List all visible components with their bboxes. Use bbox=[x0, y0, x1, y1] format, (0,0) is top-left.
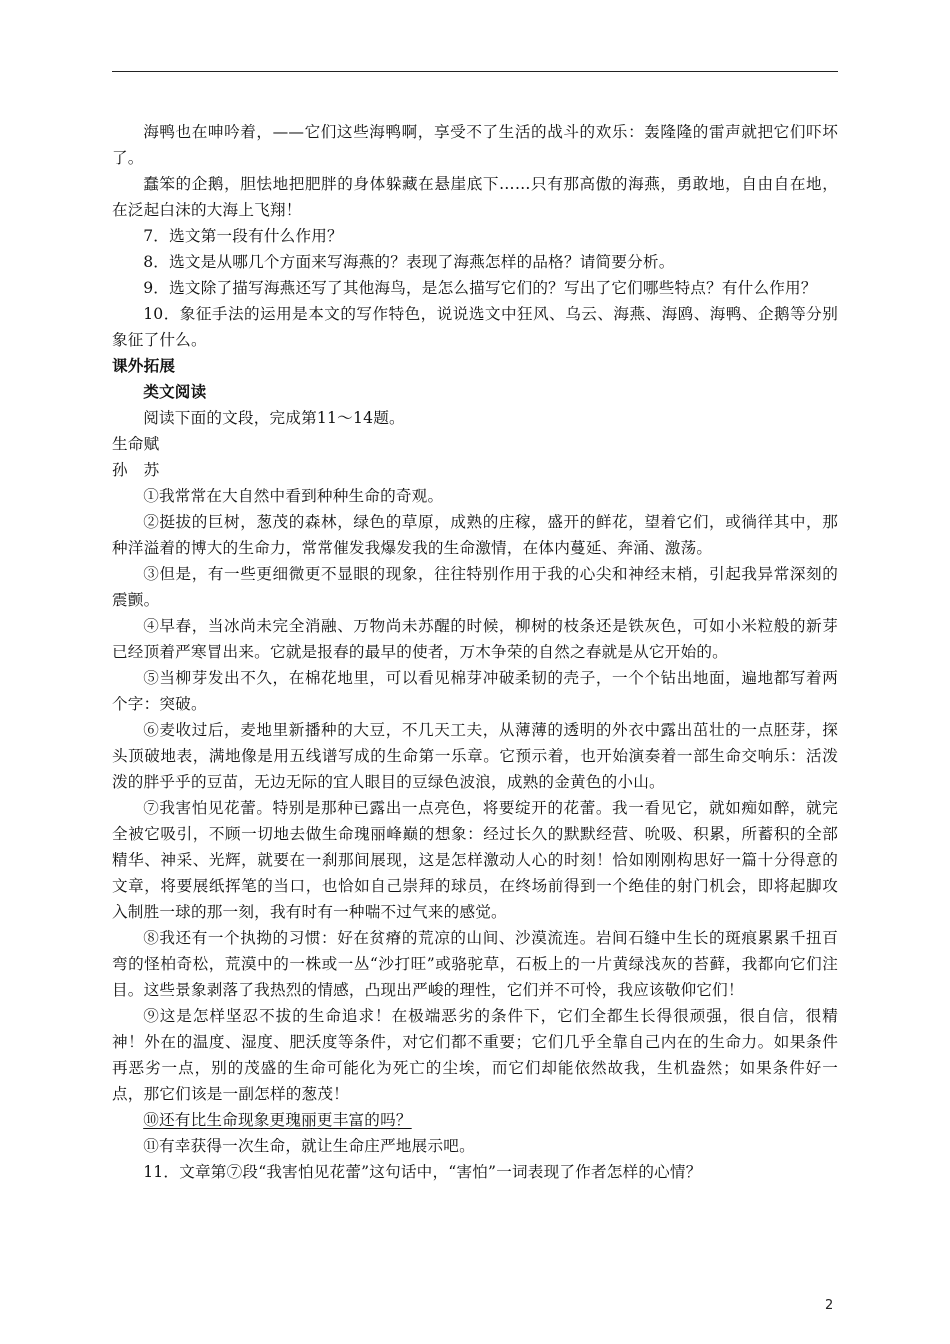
question-9: 9．选文除了描写海燕还写了其他海鸟，是怎么描写它们的？写出了它们哪些特点？有什么作用？ bbox=[143, 279, 817, 297]
essay-paragraph-1: ①我常常在大自然中看到种种生命的奇观。 bbox=[143, 487, 444, 505]
paragraph-seaducks: 海鸭也在呻吟着，——它们这些海鸭啊，享受不了生活的战斗的欢乐：轰隆隆的雷声就把它们吓坏了。 bbox=[112, 123, 838, 167]
essay-paragraph-7: ⑦我害怕见花蕾。特别是那种已露出一点亮色，将要绽开的花蕾。我一看见它，就如痴如醉，就完全被它吸引，不顾一切地去做生命瑰丽峰巅的想象：经过长久的默默经营、吮吸、积累，所蓄积的全部精华、神采、光辉，就要在一刹那间展现，这是怎样激动人心的时刻！恰如刚刚构思好一篇十分得意的文章，将要展纸挥笔的当口，也恰如自己崇拜的球员，在终场前得到一个绝佳的射门机会，即将起脚攻入制胜一球的那一刻，我有时有一种喘不过气来的感觉。 bbox=[112, 799, 838, 921]
essay-paragraph-11: ⑪有幸获得一次生命，就让生命庄严地展示吧。 bbox=[143, 1137, 475, 1155]
question-8: 8．选文是从哪几个方面来写海燕的？表现了海燕怎样的品格？请简要分析。 bbox=[143, 253, 675, 271]
header-rule bbox=[112, 71, 838, 72]
essay-paragraph-3: ③但是，有一些更细微更不显眼的现象，往往特别作用于我的心尖和神经末梢，引起我异常深刻的震颤。 bbox=[112, 565, 838, 609]
underlined-sentence: ⑩还有比生命现象更瑰丽更丰富的吗？ bbox=[143, 1111, 412, 1129]
essay-paragraph-5: ⑤当柳芽发出不久，在棉花地里，可以看见棉芽冲破柔韧的壳子，一个个钻出地面，遍地都写着两个字：突破。 bbox=[112, 669, 838, 713]
reading-instruction: 阅读下面的文段，完成第11～14题。 bbox=[143, 409, 405, 427]
question-7: 7．选文第一段有什么作用？ bbox=[143, 227, 343, 245]
question-11: 11．文章第⑦段“我害怕见花蕾”这句话中，“害怕”一词表现了作者怎样的心情？ bbox=[143, 1163, 702, 1181]
essay-author: 孙 苏 bbox=[112, 461, 160, 479]
question-10: 10．象征手法的运用是本文的写作特色，说说选文中狂风、乌云、海燕、海鸥、海鸭、企鹅等分别象征了什么。 bbox=[112, 305, 838, 349]
essay-paragraph-9: ⑨这是怎样坚忍不拔的生命追求！在极端恶劣的条件下，它们全都生长得很顽强，很自信，很精神！外在的温度、湿度、肥沃度等条件，对它们都不重要；它们几乎全靠自己内在的生命力。如果条件再恶劣一点，别的茂盛的生命可能化为死亡的尘埃，而它们却能依然故我，生机盎然；如果条件好一点，那它们该是一副怎样的葱茂！ bbox=[112, 1007, 838, 1103]
paragraph-penguin: 蠢笨的企鹅，胆怯地把肥胖的身体躲藏在悬崖底下……只有那高傲的海燕，勇敢地，自由自在地，在泛起白沫的大海上飞翔！ bbox=[112, 175, 838, 219]
essay-paragraph-10 bbox=[112, 1107, 838, 1133]
section-subtitle: 类文阅读 bbox=[143, 382, 207, 401]
essay-title: 生命赋 bbox=[112, 435, 160, 453]
page-number: 2 bbox=[825, 1298, 834, 1313]
essay-paragraph-6: ⑥麦收过后，麦地里新播种的大豆，不几天工夫，从薄薄的透明的外衣中露出茁壮的一点胚芽，探头顶破地表，满地像是用五线谱写成的生命第一乐章。它预示着，也开始演奏着一部生命交响乐：活泼泼的胖乎乎的豆苗，无边无际的宜人眼目的豆绿色波浪，成熟的金黄色的小山。 bbox=[112, 721, 838, 791]
essay-paragraph-8: ⑧我还有一个执拗的习惯：好在贫瘠的荒凉的山间、沙漠流连。岩间石缝中生长的斑痕累累千扭百弯的怪柏奇松，荒漠中的一株或一丛“沙打旺”或骆驼草，石板上的一片黄绿浅灰的苔藓，我都向它们注目。这些景象剥落了我热烈的情感，凸现出严峻的理性，它们并不可怜，我应该敬仰它们！ bbox=[112, 929, 838, 999]
page-content bbox=[112, 119, 838, 1185]
section-title: 课外拓展 bbox=[112, 356, 176, 375]
essay-paragraph-4: ④早春，当冰尚未完全消融、万物尚未苏醒的时候，柳树的枝条还是铁灰色，可如小米粒般的新芽已经顶着严寒冒出来。它就是报春的最早的使者，万木争荣的自然之春就是从它开始的。 bbox=[112, 617, 838, 661]
essay-paragraph-2: ②挺拔的巨树，葱茂的森林，绿色的草原，成熟的庄稼，盛开的鲜花，望着它们，或徜徉其中，那种洋溢着的博大的生命力，常常催发我爆发我的生命激情，在体内蔓延、奔涌、激荡。 bbox=[112, 513, 838, 557]
